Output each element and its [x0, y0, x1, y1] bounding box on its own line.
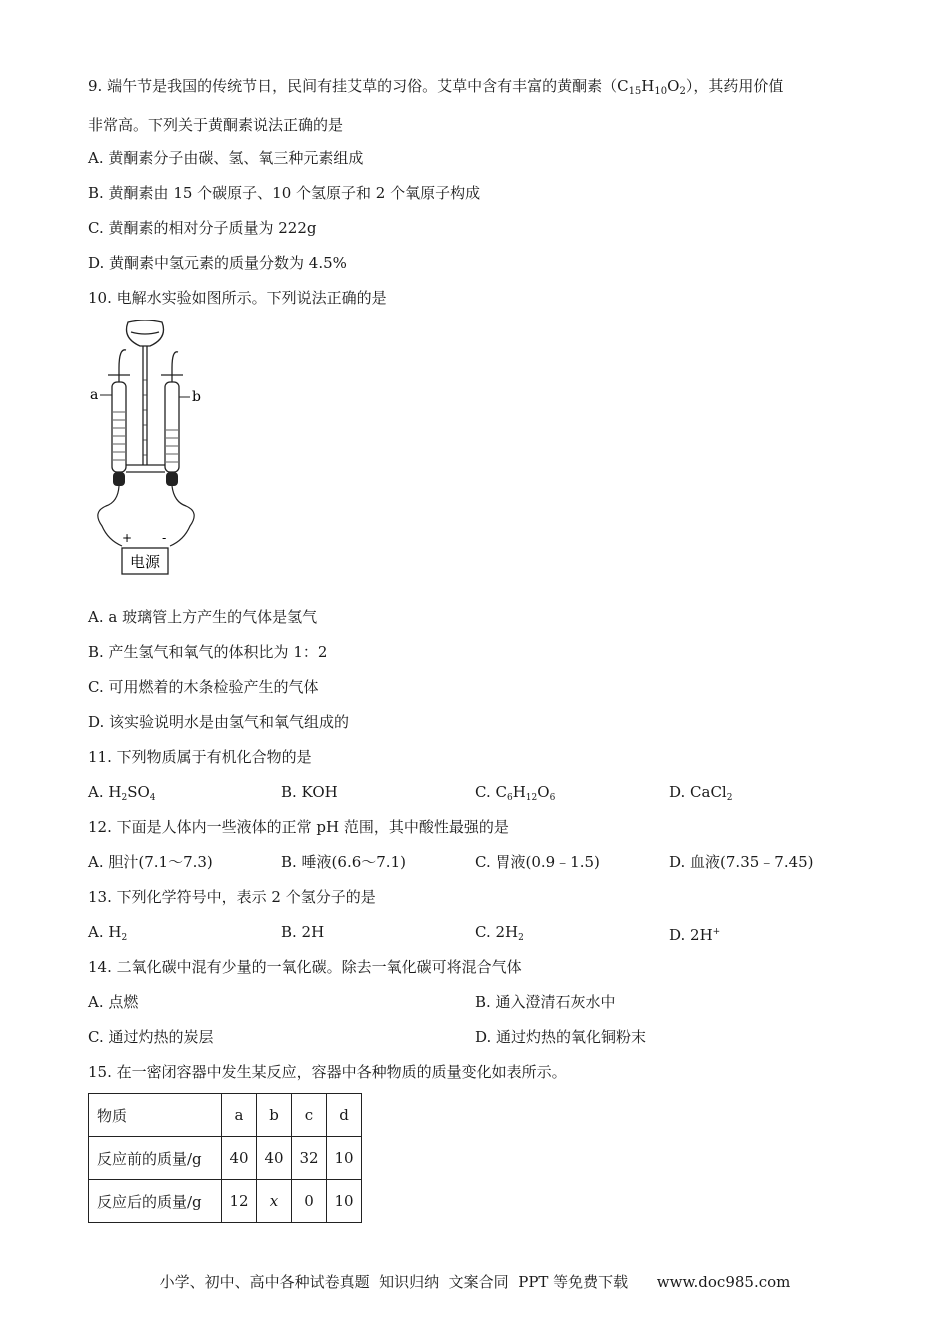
q13-option-b: B. 2H [281, 923, 325, 941]
table-cell: 40 [222, 1137, 257, 1180]
q9-stem: 9. 端午节是我国的传统节日，民间有挂艾草的习俗。艾草中含有丰富的黄酮素$(C_{15}H_{10}O_2)$，其药用价值 [88, 77, 784, 97]
q11-option-c: C. $C_6H_{12}O_6$ [475, 783, 556, 803]
tube-b-label: b [192, 389, 201, 405]
q10-stem: 10. 电解水实验如图所示。下列说法正确的是 [88, 289, 387, 307]
q11-option-a: A. $H_2SO_4$ [88, 783, 156, 803]
q13-option-d: D. 2H+ [669, 926, 721, 944]
q14-stem: 14. 二氧化碳中混有少量的一氧化碳。除去一氧化碳可将混合气体 [88, 958, 522, 976]
table-row [89, 1180, 362, 1223]
table-cell: 40 [257, 1137, 292, 1180]
power-source-label: 电源 [129, 553, 161, 571]
q13-stem: 13. 下列化学符号中，表示 2 个氢分子的是 [88, 888, 376, 906]
table-cell: 0 [292, 1180, 327, 1223]
q10-option-c: C. 可用燃着的木条检验产生的气体 [88, 678, 319, 696]
mass-change-table [88, 1093, 362, 1223]
table-cell: c [292, 1094, 327, 1137]
minus-terminal-label: - [162, 531, 167, 545]
q14-option-a: A. 点燃 [88, 993, 139, 1011]
q9-option-a: A. 黄酮素分子由碳、氢、氧三种元素组成 [88, 149, 364, 167]
q12-option-a: A. 胆汁(7.1～7.3) [88, 853, 213, 871]
q12-option-c: C. 胃液(0.9﹣1.5) [475, 853, 600, 871]
table-cell: 32 [292, 1137, 327, 1180]
q10-option-d: D. 该实验说明水是由氢气和氧气组成的 [88, 713, 350, 731]
table-cell: x [257, 1180, 292, 1223]
q15-stem: 15. 在一密闭容器中发生某反应，容器中各种物质的质量变化如表所示。 [88, 1063, 567, 1081]
q10-option-a: A. a 玻璃管上方产生的气体是氢气 [88, 608, 318, 626]
table-header-row [89, 1094, 362, 1137]
q10-option-b: B. 产生氢气和氧气的体积比为 1：2 [88, 643, 328, 661]
table-cell: 物质 [89, 1094, 222, 1137]
table-cell: 10 [327, 1137, 362, 1180]
q14-option-c: C. 通过灼热的炭层 [88, 1028, 214, 1046]
table-cell: 12 [222, 1180, 257, 1223]
q9-stem-line2: 非常高。下列关于黄酮素说法正确的是 [88, 116, 344, 134]
q12-option-b: B. 唾液(6.6～7.1) [281, 853, 406, 871]
electrolysis-apparatus-diagram [88, 320, 218, 580]
q11-option-b: B. KOH [281, 783, 338, 801]
q14-option-b: B. 通入澄清石灰水中 [475, 993, 616, 1011]
q13-option-a: A. $H_2$ [88, 923, 128, 943]
q12-option-d: D. 血液(7.35﹣7.45) [669, 853, 814, 871]
plus-terminal-label: + [122, 531, 133, 545]
q11-stem: 11. 下列物质属于有机化合物的是 [88, 748, 312, 766]
q9-option-b: B. 黄酮素由 15 个碳原子、10 个氢原子和 2 个氧原子构成 [88, 184, 481, 202]
table-cell: d [327, 1094, 362, 1137]
q12-stem: 12. 下面是人体内一些液体的正常 pH 范围，其中酸性最强的是 [88, 818, 509, 836]
q9-option-d: D. 黄酮素中氢元素的质量分数为 4.5% [88, 254, 347, 272]
page-footer: 小学、初中、高中各种试卷真题 知识归纳 文案合同 PPT 等免费下载 www.doc985.com [159, 1273, 791, 1291]
tube-a-label: a [90, 387, 99, 403]
q11-option-d: D. CaCl$_2$ [669, 783, 733, 803]
table-cell: a [222, 1094, 257, 1137]
table-cell: 反应后的质量/g [89, 1180, 222, 1223]
q14-option-d: D. 通过灼热的氧化铜粉末 [475, 1028, 647, 1046]
table-row [89, 1137, 362, 1180]
q13-option-c: C. $2H_2$ [475, 923, 524, 943]
q9-option-c: C. 黄酮素的相对分子质量为 222g [88, 219, 317, 237]
table-cell: b [257, 1094, 292, 1137]
table-cell: 反应前的质量/g [89, 1137, 222, 1180]
table-cell: 10 [327, 1180, 362, 1223]
